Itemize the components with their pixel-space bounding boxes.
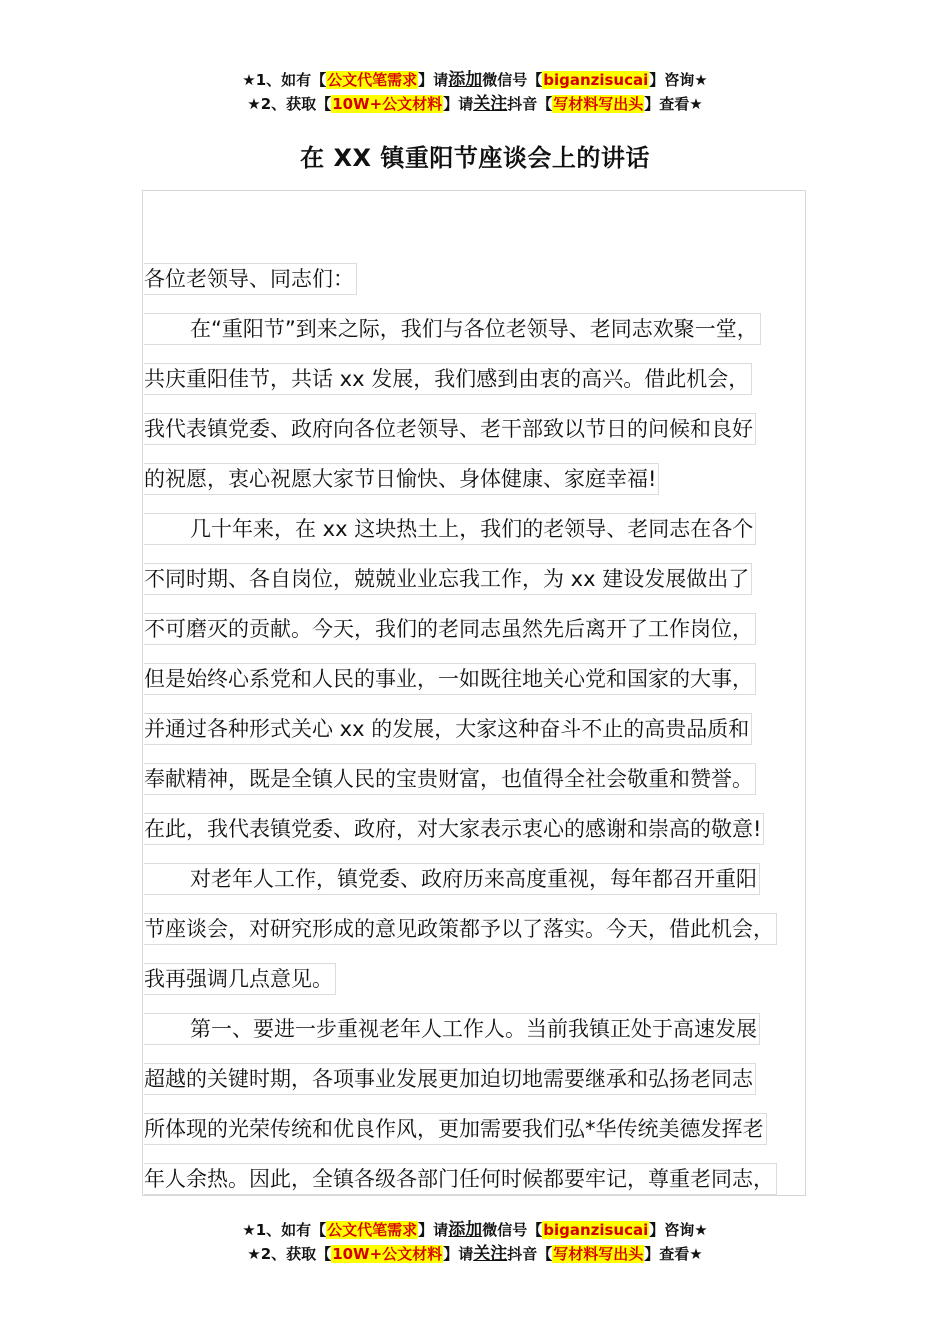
text-line: 超越的关键时期，各项事业发展更加迫切地需要继承和弘扬老同志 (144, 1063, 756, 1095)
text-line: 不同时期、各自岗位，兢兢业业忘我工作，为 xx 建设发展做出了 (144, 563, 752, 595)
banner-text: 】咨询★ (649, 1221, 708, 1239)
paragraph-line (144, 603, 820, 653)
banner-underline: 添加 (448, 70, 483, 90)
text-line: 我代表镇党委、政府向各位老领导、老干部致以节日的问候和良好 (144, 413, 756, 445)
banner-text: ★1、如有【 (242, 71, 327, 89)
text-line: 各位老领导、同志们： (144, 263, 357, 295)
banner-text: 】请 (443, 1245, 474, 1263)
text-line: 我再强调几点意见。 (144, 963, 336, 995)
text-line: 所体现的光荣传统和优良作风，更加需要我们弘*华传统美德发挥老 (144, 1113, 767, 1145)
banner-highlight: 10W+公文材料 (332, 1245, 443, 1263)
banner-highlight: 公文代笔需求 (327, 71, 418, 89)
paragraph-line (144, 753, 820, 803)
banner-line-1 (0, 68, 950, 92)
banner-line-1 (0, 1218, 950, 1242)
paragraph-line (144, 403, 820, 453)
paragraph-line (144, 903, 820, 953)
banner-text: 】查看★ (644, 95, 703, 113)
text-line: 的祝愿，衷心祝愿大家节日愉快、身体健康、家庭幸福! (144, 463, 659, 495)
banner-highlight: biganzisucai (543, 1221, 649, 1239)
paragraph-line (144, 1103, 820, 1153)
footer-banner (0, 1218, 950, 1266)
paragraph-line (144, 1153, 820, 1203)
banner-text: 】查看★ (644, 1245, 703, 1263)
text-line: 共庆重阳佳节，共话 xx 发展，我们感到由衷的高兴。借此机会， (144, 363, 752, 395)
banner-text: ★1、如有【 (242, 1221, 327, 1239)
document-title: 在 XX 镇重阳节座谈会上的讲话 (300, 144, 650, 172)
paragraph-line (144, 703, 820, 753)
banner-highlight: 10W+公文材料 (332, 95, 443, 113)
banner-highlight: 写材料写出头 (553, 1245, 644, 1263)
banner-text: ★2、获取【 (247, 95, 332, 113)
banner-highlight: 写材料写出头 (553, 95, 644, 113)
banner-text: 微信号【 (482, 71, 543, 89)
banner-highlight: biganzisucai (543, 71, 649, 89)
text-line: 不可磨灭的贡献。今天，我们的老同志虽然先后离开了工作岗位， (144, 613, 756, 645)
salutation-line (144, 253, 820, 303)
text-line: 在“重阳节”到来之际，我们与各位老领导、老同志欢聚一堂， (144, 313, 761, 345)
text-line: 但是始终心系党和人民的事业，一如既往地关心党和国家的大事， (144, 663, 756, 695)
paragraph-line (144, 1053, 820, 1103)
paragraph-line (144, 503, 820, 553)
paragraph-line (144, 803, 820, 853)
banner-highlight: 公文代笔需求 (327, 1221, 418, 1239)
paragraph-line (144, 553, 820, 603)
banner-line-2 (0, 92, 950, 116)
banner-text: 】请 (418, 1221, 449, 1239)
paragraph-line (144, 653, 820, 703)
document-body (144, 253, 820, 1203)
banner-text: 】请 (418, 71, 449, 89)
banner-line-2 (0, 1242, 950, 1266)
paragraph-line (144, 1003, 820, 1053)
paragraph-line (144, 453, 820, 503)
banner-text: 】咨询★ (649, 71, 708, 89)
text-line: 在此，我代表镇党委、政府，对大家表示衷心的感谢和崇高的敬意! (144, 813, 764, 845)
paragraph-line (144, 353, 820, 403)
text-line: 奉献精神，既是全镇人民的宝贵财富，也值得全社会敬重和赞誉。 (144, 763, 756, 795)
banner-text: 抖音【 (507, 1245, 553, 1263)
header-banner (0, 68, 950, 116)
text-line: 节座谈会，对研究形成的意见政策都予以了落实。今天，借此机会， (144, 913, 777, 945)
banner-text: 微信号【 (482, 1221, 543, 1239)
banner-underline: 添加 (448, 1220, 483, 1240)
banner-underline: 关注 (473, 94, 508, 114)
paragraph-line (144, 303, 820, 353)
text-line: 第一、要进一步重视老年人工作人。当前我镇正处于高速发展 (144, 1013, 760, 1045)
paragraph-line (144, 953, 820, 1003)
paragraph-line (144, 853, 820, 903)
banner-text: 抖音【 (507, 95, 553, 113)
text-line: 年人余热。因此，全镇各级各部门任何时候都要牢记，尊重老同志， (144, 1163, 777, 1195)
text-line: 并通过各种形式关心 xx 的发展，大家这种奋斗不止的高贵品质和 (144, 713, 752, 745)
banner-text: ★2、获取【 (247, 1245, 332, 1263)
text-line: 对老年人工作，镇党委、政府历来高度重视，每年都召开重阳 (144, 863, 760, 895)
banner-text: 】请 (443, 95, 474, 113)
text-line: 几十年来，在 xx 这块热土上，我们的老领导、老同志在各个 (144, 513, 756, 545)
banner-underline: 关注 (473, 1244, 508, 1264)
